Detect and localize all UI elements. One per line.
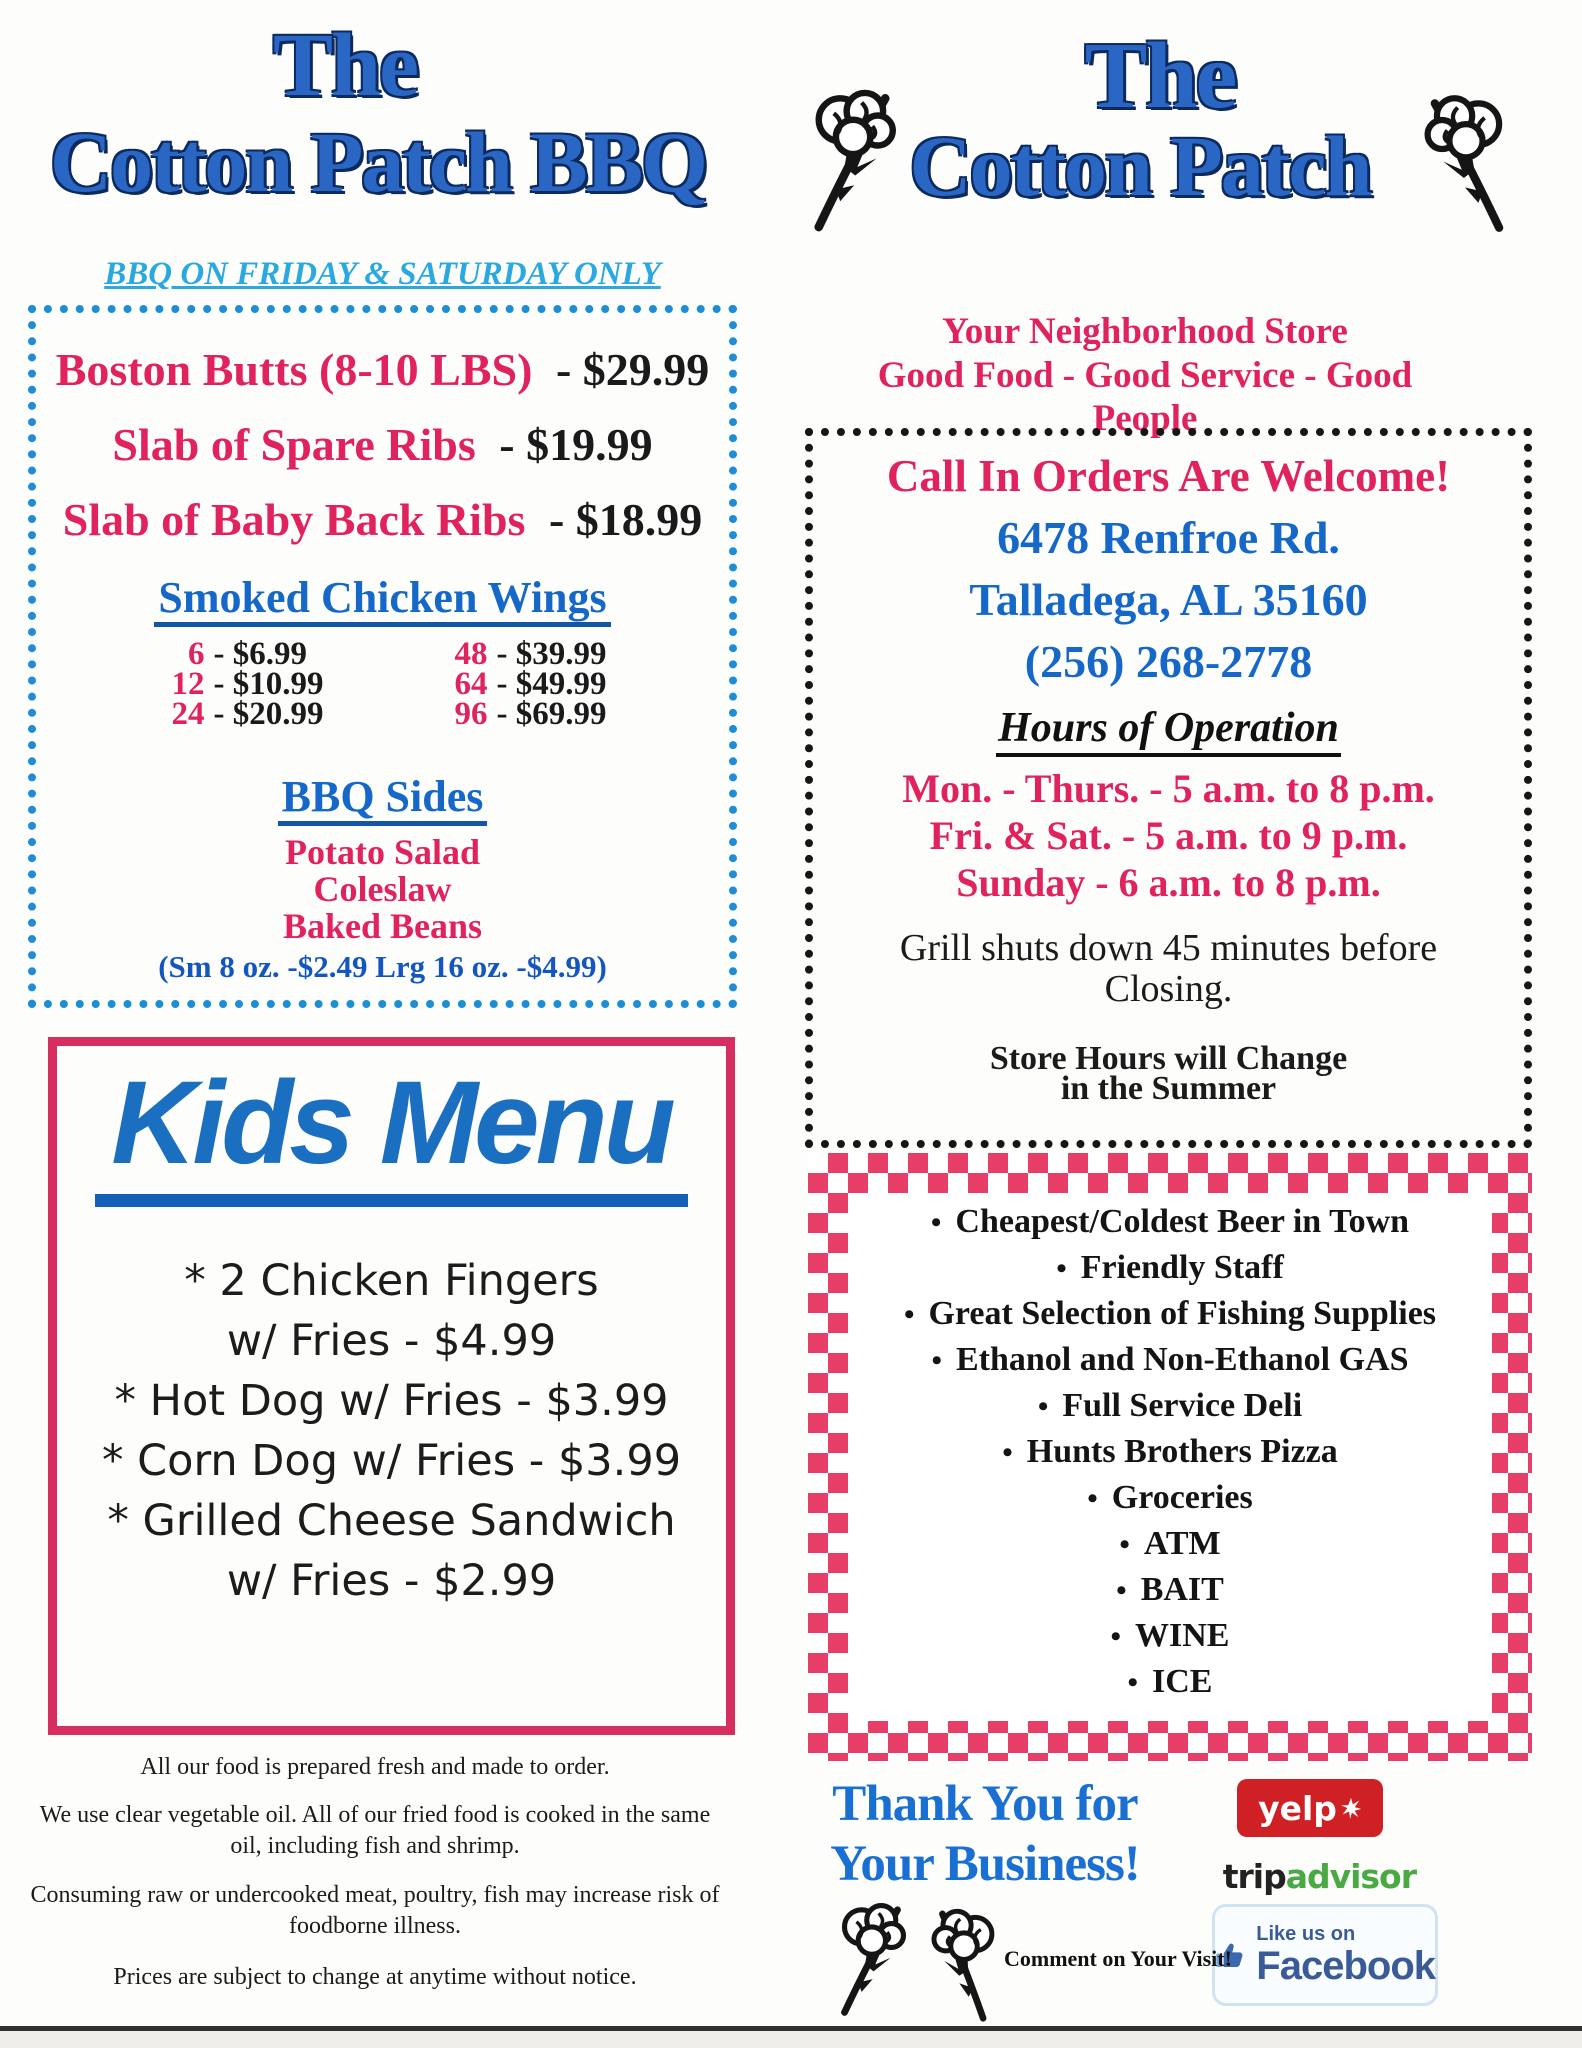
- sides-size-prices: (Sm 8 oz. -$2.49 Lrg 16 oz. -$4.99): [158, 949, 607, 984]
- menu-item: [36, 344, 729, 395]
- feature-item: • Full Service Deli: [848, 1383, 1492, 1429]
- store-phone: (256) 268-2778: [1024, 636, 1313, 687]
- kids-menu-line: * 2 Chicken Fingers: [184, 1256, 599, 1306]
- comment-on-visit-note: Comment on Your Visit!: [1004, 1946, 1232, 1971]
- wing-price-row: 24 - $20.99: [171, 696, 324, 732]
- thank-you-note: Thank You for Your Business!: [830, 1776, 1140, 1892]
- grill-closing-note: Grill shuts down 45 minutes before Closing.: [899, 927, 1438, 1010]
- feature-item: • ICE: [848, 1659, 1492, 1705]
- kids-menu-line: w/ Fries - $2.99: [226, 1556, 557, 1606]
- facebook-like-badge: [1212, 1904, 1438, 2006]
- yelp-burst-icon: [1340, 1797, 1362, 1819]
- menu-item: [36, 419, 729, 470]
- menu-item-price: - $18.99: [548, 494, 703, 545]
- sides-list: [36, 834, 729, 945]
- cotton-boll-icon: [824, 1901, 918, 2017]
- wing-price-row: 6 - $6.99: [188, 636, 307, 672]
- feature-item: • Ethanol and Non-Ethanol GAS: [848, 1337, 1492, 1383]
- summer-hours-note: Store Hours will Change in the Summer: [989, 1040, 1348, 1107]
- right-title-main: Cotton Patch: [909, 118, 1371, 214]
- address-street: 6478 Renfroe Rd.: [997, 512, 1340, 563]
- feature-item: • Friendly Staff: [848, 1245, 1492, 1291]
- menu-item-price: - $19.99: [499, 419, 653, 470]
- right-title-the: The: [1084, 24, 1236, 128]
- facebook-like-text: Like us on Facebook: [1256, 1922, 1435, 1988]
- cotton-boll-icon: [910, 1903, 1015, 2024]
- call-in-note: Call In Orders Are Welcome!: [886, 451, 1451, 501]
- disclaimer-raw-food: Consuming raw or undercooked meat, poultry, fish may increase risk of foodborne illness.: [30, 1882, 720, 1939]
- store-tagline: Your Neighborhood Store: [942, 311, 1348, 352]
- feature-item: • BAIT: [848, 1567, 1492, 1613]
- side-item: Coleslaw: [313, 869, 452, 909]
- store-address: [813, 507, 1524, 693]
- wing-price-row: 96 - $69.99: [454, 696, 607, 732]
- menu-item-price: - $29.99: [555, 344, 710, 395]
- cotton-boll-icon: [1410, 34, 1524, 292]
- left-title-the: The: [272, 16, 418, 115]
- kids-menu-line: * Grilled Cheese Sandwich: [107, 1496, 676, 1546]
- features-box: [808, 1153, 1532, 1761]
- disclaimer-oil: We use clear vegetable oil. All of our fried food is cooked in the same oil, including fish and shrimp.: [39, 1802, 711, 1859]
- menu-item-name: Boston Butts (8-10 LBS): [55, 344, 533, 395]
- menu-item-name: Slab of Baby Back Ribs: [62, 494, 526, 545]
- wing-price-row: 64 - $49.99: [454, 666, 607, 702]
- store-info-box: [805, 428, 1532, 1148]
- hours-section-title: Hours of Operation: [813, 707, 1524, 757]
- tripadvisor-owl-eyes-icon: [1216, 1859, 1217, 1893]
- side-item: Potato Salad: [284, 832, 480, 872]
- tripadvisor-logo: [1216, 1855, 1416, 1897]
- wing-price-row: 12 - $10.99: [171, 666, 324, 702]
- bbq-menu-box: [28, 305, 737, 1008]
- side-item: Baked Beans: [282, 906, 483, 946]
- wing-price-row: 48 - $39.99: [454, 636, 607, 672]
- feature-item: • Groceries: [848, 1475, 1492, 1521]
- disclaimer-prices: Prices are subject to change at anytime without notice.: [113, 1964, 637, 1990]
- sides-section-title: BBQ Sides: [36, 771, 729, 826]
- hours-line: Mon. - Thurs. - 5 a.m. to 8 p.m.: [902, 766, 1435, 811]
- kids-menu-line: * Corn Dog w/ Fries - $3.99: [101, 1436, 682, 1486]
- hours-line: Fri. & Sat. - 5 a.m. to 9 p.m.: [929, 813, 1408, 858]
- menu-item: [36, 494, 729, 545]
- disclaimer-fresh: All our food is prepared fresh and made to order.: [140, 1754, 610, 1780]
- wings-price-column-right: [442, 636, 607, 732]
- yelp-logo: yelp: [1237, 1779, 1383, 1837]
- left-title-main: Cotton Patch BBQ: [50, 114, 706, 210]
- feature-item: • WINE: [848, 1613, 1492, 1659]
- kids-menu-line: * Hot Dog w/ Fries - $3.99: [114, 1376, 669, 1426]
- bbq-days-note: BBQ ON FRIDAY & SATURDAY ONLY: [104, 256, 661, 292]
- scan-edge-shadow: [0, 2031, 1582, 2048]
- kids-menu-box: [48, 1037, 735, 1735]
- hours-line: Sunday - 6 a.m. to 8 p.m.: [956, 860, 1381, 905]
- kids-menu-line: w/ Fries - $4.99: [226, 1316, 557, 1366]
- features-list: [848, 1193, 1492, 1721]
- tripadvisor-wordmark: tripadvisor: [1222, 1856, 1416, 1896]
- kids-menu-items: [57, 1251, 726, 1611]
- store-motto: Good Food - Good Service - Good People: [877, 355, 1413, 439]
- hours-list: [813, 765, 1524, 906]
- wings-section-title: Smoked Chicken Wings: [36, 572, 729, 627]
- feature-item: • Great Selection of Fishing Supplies: [848, 1291, 1492, 1337]
- feature-item: • Hunts Brothers Pizza: [848, 1429, 1492, 1475]
- kids-menu-title: Kids Menu: [57, 1064, 726, 1207]
- feature-item: • Cheapest/Coldest Beer in Town: [848, 1199, 1492, 1245]
- feature-item: • ATM: [848, 1521, 1492, 1567]
- menu-item-name: Slab of Spare Ribs: [112, 419, 476, 470]
- wings-price-grid: [36, 636, 729, 732]
- address-city: Talladega, AL 35160: [969, 574, 1368, 625]
- wings-price-column-left: [159, 636, 324, 732]
